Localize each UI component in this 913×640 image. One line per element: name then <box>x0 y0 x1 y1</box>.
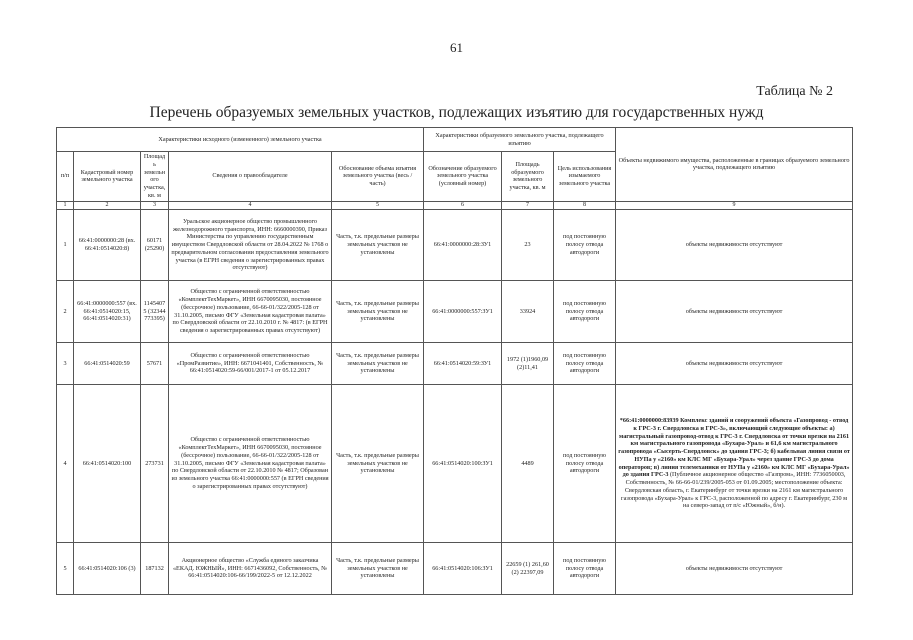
cell-owner: Общество с ограниченной ответственностью «КомплектТехМаркет», ИНН 6670095030, постоянное (бессрочное) пользование, 66-66-01/322/2005-128 от 31.10.2005, письмо ФГУ «Земельная кадастровая палата» по Свердловской области от 22.10.2010 г. № 4817: (в ЕГРН сведения о зарегистрированных правах отсутствуют) <box>169 281 332 343</box>
table-row <box>57 343 853 385</box>
cell-area: 60171 (25290) <box>141 210 169 281</box>
cell-objects: объекты недвижимости отсутствуют <box>616 210 853 281</box>
cell-volume: Часть, т.к. предельные размеры земельных участков не установлены <box>332 385 424 543</box>
cell-objects: объекты недвижимости отсутствуют <box>616 543 853 595</box>
header-purpose: Цель использования изымаемого земельного участка <box>554 152 616 202</box>
cell-num: 4 <box>57 385 74 543</box>
cell-owner: Общество с ограниченной ответственностью «КомплектТехМаркет», ИНН 6670095030, постоянное (бессрочное) пользование, 66-66-01/322/2005-128 от 31.10.2005, письмо ФГУ «Земельная кадастровая палата» по Свердловской области от 22.10.2010 № 4817; Образован из земельного участка 66:41:0000000:557 (в ЕГРН сведения о зарегистрированных правах отсутствуют) <box>169 385 332 543</box>
table-row <box>57 543 853 595</box>
cell-objects: объекты недвижимости отсутствуют <box>616 343 853 385</box>
cell-purpose: под постоянную полосу отвода автодороги <box>554 281 616 343</box>
header-owner: Сведения о правообладателе <box>169 152 332 202</box>
cell-num: 3 <box>57 343 74 385</box>
cell-cad: 66:41:0514020:106 (3) <box>74 543 141 595</box>
cell-formed-area: 4489 <box>502 385 554 543</box>
cell-owner: Уральское акционерное общество промышленного железнодорожного транспорта, ИНН: 6660000390, Приказ Министерства по управлению государственным имуществом Свердловской области от 28.04.2022 № 1768 о предварительном согласовании предоставления земельного участка (в ЕГРН сведения о зарегистрированных правах отсутствуют) <box>169 210 332 281</box>
header-formed-id: Обозначение образуемого земельного участка (условный номер) <box>424 152 502 202</box>
cell-formed-id: 66:41:0514020:100:ЗУ1 <box>424 385 502 543</box>
cell-purpose: под постоянную полосу отвода автодороги <box>554 543 616 595</box>
cell-volume: Часть, т.к. предельные размеры земельных участков не установлены <box>332 543 424 595</box>
cell-objects: объекты недвижимости отсутствуют <box>616 281 853 343</box>
header-formed-area: Площадь образуемого земельного участка, кв. м <box>502 152 554 202</box>
cell-cad: 66:41:0000000:557 (вх. 66:41:0514020:15, 66:41:0514020:31) <box>74 281 141 343</box>
cell-formed-area: 23 <box>502 210 554 281</box>
header-objects: Объекты недвижимого имущества, расположенные в границах образуемого земельного участка, подлежащего изъятию <box>616 128 853 202</box>
cell-formed-area: 22659 (1) 261,60 (2) 22397,09 <box>502 543 554 595</box>
cell-volume: Часть, т.к. предельные размеры земельных участков не установлены <box>332 210 424 281</box>
col-number: 9 <box>616 201 853 210</box>
header-num: п/п <box>57 152 74 202</box>
cell-num: 5 <box>57 543 74 595</box>
table-row <box>57 281 853 343</box>
cell-objects <box>616 385 853 543</box>
col-number: 8 <box>554 201 616 210</box>
cell-volume: Часть, т.к. предельные размеры земельных участков не установлены <box>332 281 424 343</box>
header-volume: Обоснование объема изъятия земельного участка (весь / часть) <box>332 152 424 202</box>
cell-purpose: под постоянную полосу отвода автодороги <box>554 385 616 543</box>
cell-volume: Часть, т.к. предельные размеры земельных участков не установлены <box>332 343 424 385</box>
cell-formed-area: 1972 (1)1960,09 (2)11,41 <box>502 343 554 385</box>
cell-num: 2 <box>57 281 74 343</box>
cell-cad: 66:41:0000000:28 (вх. 66:41:0514020:8) <box>74 210 141 281</box>
table-header-group-row <box>57 128 853 152</box>
header-formed-group: Характеристики образуемого земельного участка, подлежащего изъятию <box>424 128 616 152</box>
cell-owner: Общество с ограниченной ответственностью «ПромРазвитие», ИНН: 6671041401, Собственность, № 66:41:0514020:59-66/001/2017-1 от 05.12.2017 <box>169 343 332 385</box>
cell-area: 11454075 (32344 773395) <box>141 281 169 343</box>
column-number-row <box>57 201 853 210</box>
col-number: 2 <box>74 201 141 210</box>
cell-formed-area: 33924 <box>502 281 554 343</box>
col-number: 3 <box>141 201 169 210</box>
col-number: 5 <box>332 201 424 210</box>
cell-cad: 66:41:0514020:100 <box>74 385 141 543</box>
cell-area: 57671 <box>141 343 169 385</box>
document-title: Перечень образуемых земельных участков, подлежащих изъятию для государственных нужд <box>149 104 764 121</box>
header-cad: Кадастровый номер земельного участка <box>74 152 141 202</box>
land-plots-table <box>56 127 853 595</box>
cell-purpose: под постоянную полосу отвода автодороги <box>554 343 616 385</box>
cell-area: 273731 <box>141 385 169 543</box>
table-row <box>57 210 853 281</box>
table-label: Таблица № 2 <box>756 84 833 99</box>
col-number: 4 <box>169 201 332 210</box>
cell-formed-id: 66:41:0514020:106:ЗУ1 <box>424 543 502 595</box>
col-number: 1 <box>57 201 74 210</box>
table-row <box>57 385 853 543</box>
cell-area: 187132 <box>141 543 169 595</box>
objects-bold-text: *66:41:0000000:83939 Комплекс зданий и сооружений объекта «Газопровод - отвод к ГРС-3 г. Свердловска и ГРС-3», включающий следующие объекты: а) магистральный газопровод-отвод к ГРС-3 г. Свердловска от точки врезки на 2161 км магистрального газопровода «Бухара-Урал» и 61,6 км магистрального газопровода «Сысерть-Свердловск» до здания ГРС-3; б) кабельная линия связи от НУПа у «2160» км КЛС МГ «Бухара-Урал» через здание ГРС-3 до дома операторов; в) линия телемеханики от НУПа у «2160» км КЛС МГ «Бухара-Урал» до здания ГРС-3 <box>618 417 850 479</box>
cell-num: 1 <box>57 210 74 281</box>
cell-cad: 66:41:0514020:59 <box>74 343 141 385</box>
objects-detail-text: (Публичное акционерное общество «Газпром», ИНН: 7736050003, Собственность, № 66-66-01/239/2005-053 от 01.09.2005; местоположение объекта: Свердловская область, г. Екатеринбург от точки врезки на 2161 км магистрального газопровода «Бухара-Урал» к ГРС-3, расположенной по адресу г. Екатеринбург, 230 м на северо-запад от п/с «Южный», б/н). <box>621 471 848 510</box>
header-source-group: Характеристики исходного (измененного) земельного участка <box>57 128 424 152</box>
cell-formed-id: 66:41:0514020:59:ЗУ1 <box>424 343 502 385</box>
col-number: 6 <box>424 201 502 210</box>
cell-formed-id: 66:41:0000000:28:ЗУ1 <box>424 210 502 281</box>
header-area: Площадь земельного участка, кв. м <box>141 152 169 202</box>
cell-formed-id: 66:41:0000000:557:ЗУ1 <box>424 281 502 343</box>
cell-purpose: под постоянную полосу отвода автодороги <box>554 210 616 281</box>
col-number: 7 <box>502 201 554 210</box>
page-number: 61 <box>450 40 463 55</box>
cell-owner: Акционерное общество «Служба единого заказчика «ЕКАД. ЮЖНЫЙ», ИНН: 6671436092, Собственность, № 66:41:0514020:106-66/199/2022-5 от 12.12.2022 <box>169 543 332 595</box>
